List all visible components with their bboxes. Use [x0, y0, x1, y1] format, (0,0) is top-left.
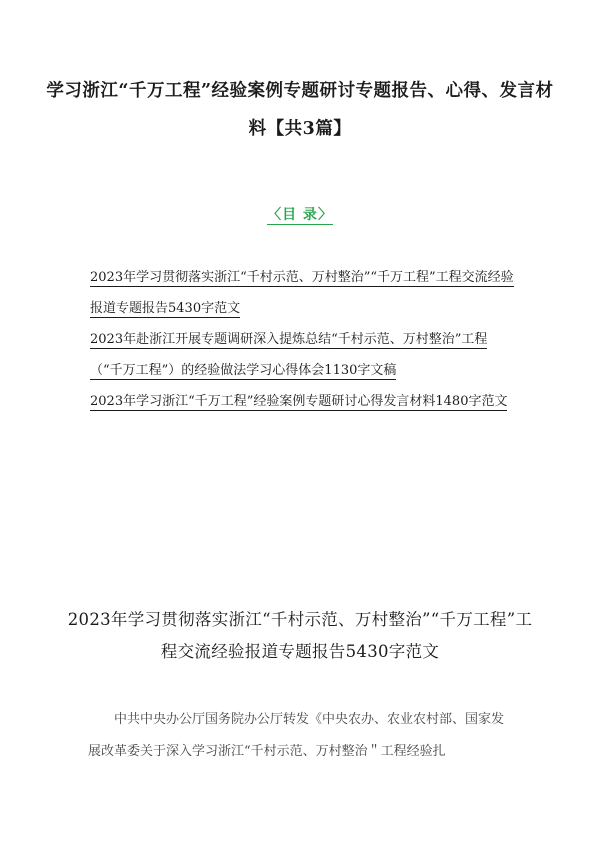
toc-entry-2-text[interactable]: 2023年赴浙江开展专题调研深入提炼总结“千村示范、万村整治”工程（“千万工程”）的经验做法学习心得体会1130字文稿 — [90, 332, 488, 378]
toc-entry-1-text[interactable]: 2023年学习贯彻落实浙江“千村示范、万村整治”“千万工程”工程交流经验报道专题报告5430字范文 — [90, 270, 514, 316]
body-paragraph: 中共中央办公厅国务院办公厅转发《中央农办、农业农村部、国家发展改革委关于深入学习浙江“千村示范、万村整治＂工程经验扎 — [88, 712, 505, 759]
toc-close-bracket: 〉 — [317, 207, 333, 223]
table-of-contents — [90, 262, 520, 417]
section-title: 2023年学习贯彻落实浙江“千村示范、万村整治”“千万工程”工程交流经验报道专题报告5430字范文 — [67, 610, 533, 661]
toc-entry-3[interactable] — [90, 386, 520, 417]
toc-heading — [0, 204, 600, 224]
toc-entry-2[interactable] — [90, 324, 520, 386]
toc-heading-text: 目 录 — [282, 207, 318, 223]
toc-open-bracket: 〈 — [267, 207, 283, 223]
toc-entry-3-text[interactable]: 2023年学习浙江“千万工程”经验案例专题研讨心得发言材料1480字范文 — [90, 394, 508, 409]
toc-heading-underlined — [267, 207, 333, 225]
toc-entry-1[interactable] — [90, 262, 520, 324]
document-title: 学习浙江“千万工程”经验案例专题研讨专题报告、心得、发言材料【共3篇】 — [46, 81, 554, 139]
